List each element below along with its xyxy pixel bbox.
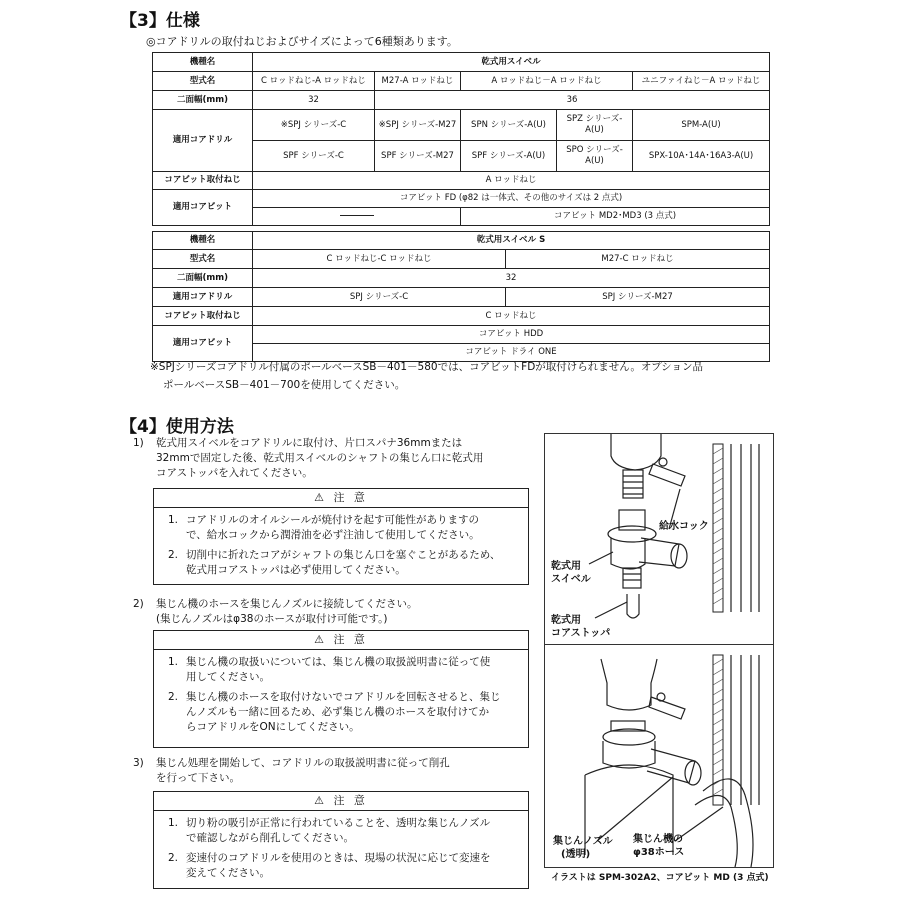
table2-width-label: 二面幅(mm): [153, 269, 253, 288]
drill-body-shape: [601, 659, 657, 710]
step-3: [133, 756, 533, 788]
table1-bit-thread-value: A ロッドねじ: [253, 172, 770, 190]
table1-drill-label: 適用コアドリル: [153, 110, 253, 172]
caution-box-1: [153, 488, 529, 585]
caution-item-number: 2.: [168, 852, 179, 864]
spec-table-swivel-s: [152, 231, 770, 362]
caution-title: 注 意: [333, 491, 368, 504]
step-text-line: 集じん機のホースを集じんノズルに接続してください。: [156, 598, 418, 610]
label-line: 乾式用: [551, 615, 581, 626]
table2-drill-label: 適用コアドリル: [153, 288, 253, 307]
caution-line: んノズルも一緒に回るため、必ず集じん機のホースを取付けてか: [186, 706, 490, 718]
caution-header: [154, 792, 528, 811]
caution-item: [154, 690, 528, 735]
step-number: 3): [133, 757, 144, 769]
table1-type-cell: M27-A ロッドねじ: [375, 72, 461, 91]
step-text-line: 集じん処理を開始して、コアドリルの取扱説明書に従って削孔: [156, 757, 450, 769]
caution-line: 切り粉の吸引が正常に行われていることを、透明な集じんノズル: [186, 817, 491, 829]
label-line: (透明): [561, 849, 591, 860]
footnote-line-2: ポールベースSB－401－700を使用してください。: [163, 379, 406, 391]
table2-drill-cell: SPJ シリーズ-C: [253, 288, 506, 307]
swivel-thread: [623, 568, 641, 588]
step-text-line: (集じんノズルはφ38のホースが取付け可能です。): [156, 613, 388, 625]
caution-item: [154, 513, 528, 543]
table1-model-label: 機種名: [153, 53, 253, 72]
caution-header: [154, 489, 528, 508]
table2-type-cell: C ロッドねじ-C ロッドねじ: [253, 250, 506, 269]
figure-caption: イラストは SPM-302A2、コアビット MD (3 点式): [551, 873, 769, 883]
label-water-cock: 給水コック: [659, 521, 709, 532]
step-text-line: コアストッパを入れてください。: [156, 467, 313, 479]
caution-line: で、給水コックから潤滑油を必ず注油して使用してください。: [186, 529, 480, 541]
table2-bit-thread-value: C ロッドねじ: [253, 307, 770, 326]
caution-line: コアドリルのオイルシールが焼付けを起す可能性がありますの: [186, 514, 480, 526]
caution-line: 変えてください。: [186, 867, 270, 879]
table2-model-value: 乾式用スイベル S: [253, 232, 770, 250]
label-line: φ38ホース: [633, 847, 685, 858]
step-1: [133, 436, 533, 484]
caution-box-3: [153, 791, 529, 889]
caution-box-2: [153, 630, 529, 748]
label-swivel: [551, 560, 591, 586]
step-text-line: を行って下さい。: [156, 772, 240, 784]
table1-bit-row1: コアビット FD (φ82 は一体式、その他のサイズは 2 点式): [253, 190, 770, 208]
table1-drill-cell: ※SPJ シリーズ-M27: [375, 110, 461, 141]
table2-type-cell: M27-C ロッドねじ: [506, 250, 770, 269]
label-line: スイベル: [551, 574, 591, 585]
caution-item-number: 2.: [168, 691, 179, 703]
step-2: [133, 597, 533, 629]
caution-item-number: 1.: [168, 514, 179, 526]
warning-icon: ⚠: [314, 491, 327, 504]
figure-dust-collection: [544, 644, 774, 868]
caution-header: [154, 631, 528, 650]
figure-swivel-assembly: [544, 433, 774, 647]
table1-bit-row2-left: [253, 208, 461, 226]
label-line: 乾式用: [551, 561, 581, 572]
step-text-line: 32mmで固定した後、乾式用スイベルのシャフトの集じん口に乾式用: [156, 452, 484, 464]
caution-line: 集じん機のホースを取付けないでコアドリルを回転させると、集じ: [186, 691, 501, 703]
label-dust-nozzle: [553, 835, 613, 861]
step-text-line: 乾式用スイベルをコアドリルに取付け、片口スパナ36mmまたは: [156, 437, 463, 449]
section-3-title: 【3】仕様: [120, 11, 200, 31]
table1-width-label: 二面幅(mm): [153, 91, 253, 110]
table1-type-label: 型式名: [153, 72, 253, 91]
table1-drill-cell: SPM-A(U): [633, 110, 770, 141]
caution-line: 切削中に折れたコアがシャフトの集じん口を塞ぐことがあるため、: [186, 549, 501, 561]
label-dust-hose: [633, 833, 684, 859]
core-stopper-shape: [627, 594, 639, 618]
step-number: 1): [133, 437, 144, 449]
table1-bit-row2-right: コアビット MD2･MD3 (3 点式): [461, 208, 770, 226]
caution-line: 乾式用コアストッパは必ず使用してください。: [186, 564, 406, 576]
caution-title: 注 意: [333, 794, 368, 807]
caution-item-number: 2.: [168, 549, 179, 561]
table1-drill-cell: SPZ シリーズ-A(U): [557, 110, 633, 141]
table2-bit-row1: コアビット HDD: [253, 326, 770, 344]
caution-item: [154, 816, 528, 846]
label-core-stopper: [551, 614, 610, 640]
caution-line: 集じん機の取扱いについては、集じん機の取扱説明書に従って使: [186, 656, 491, 668]
table2-bit-thread-label: コアビット取付ねじ: [153, 307, 253, 326]
table2-drill-cell: SPJ シリーズ-M27: [506, 288, 770, 307]
table1-type-cell: C ロッドねじ-A ロッドねじ: [253, 72, 375, 91]
table1-drill-cell: SPF シリーズ-C: [253, 141, 375, 172]
caution-item: [154, 548, 528, 578]
not-applicable-dash: [340, 215, 374, 216]
table2-bit-label: 適用コアビット: [153, 326, 253, 362]
table1-width-cell: 36: [375, 91, 770, 110]
table1-type-cell: A ロッドねじ－A ロッドねじ: [461, 72, 633, 91]
spec-table-swivel: [152, 52, 770, 226]
table1-bit-label: 適用コアビット: [153, 190, 253, 226]
table2-type-label: 型式名: [153, 250, 253, 269]
spec-intro: ◎コアドリルの取付ねじおよびサイズによって6種類あります。: [146, 35, 458, 48]
label-line: コアストッパ: [551, 628, 611, 639]
table2-bit-row2: コアビット ドライ ONE: [253, 344, 770, 362]
caution-title: 注 意: [333, 633, 368, 646]
caution-item: [154, 655, 528, 685]
step-number: 2): [133, 598, 144, 610]
caution-item: [154, 851, 528, 881]
table2-width-value: 32: [253, 269, 770, 288]
label-line: 集じんノズル: [553, 836, 613, 847]
caution-line: 用してください。: [186, 671, 270, 683]
caution-item-number: 1.: [168, 817, 179, 829]
label-line: 集じん機の: [633, 834, 683, 845]
section-4-title: 【4】使用方法: [120, 417, 234, 437]
warning-icon: ⚠: [314, 794, 327, 807]
table1-drill-cell: SPX-10A･14A･16A3-A(U): [633, 141, 770, 172]
caution-line: らコアドリルをONにしてください。: [186, 721, 360, 733]
caution-line: 変速付のコアドリルを使用のときは、現場の状況に応じて変速を: [186, 852, 491, 864]
water-cock-shape: [649, 697, 685, 719]
table1-width-cell: 32: [253, 91, 375, 110]
table1-bit-thread-label: コアビット取付ねじ: [153, 172, 253, 190]
dust-hose: [703, 779, 753, 867]
table2-model-label: 機種名: [153, 232, 253, 250]
caution-item-number: 1.: [168, 656, 179, 668]
caution-line: で確認しながら削孔してください。: [186, 832, 354, 844]
table1-type-cell: ユニファイねじ－A ロッドねじ: [633, 72, 770, 91]
warning-icon: ⚠: [314, 633, 327, 646]
table1-drill-cell: SPN シリーズ-A(U): [461, 110, 557, 141]
table1-drill-cell: SPF シリーズ-M27: [375, 141, 461, 172]
footnote-line-1: ※SPJシリーズコアドリル付属のポールベースSB－401－580では、コアビットFDが取付けられません。オプション品: [150, 361, 703, 373]
table1-model-value: 乾式用スイベル: [253, 53, 770, 72]
table1-drill-cell: SPO シリーズ-A(U): [557, 141, 633, 172]
water-cock-shape: [649, 464, 685, 486]
table1-drill-cell: SPF シリーズ-A(U): [461, 141, 557, 172]
table1-drill-cell: ※SPJ シリーズ-C: [253, 110, 375, 141]
